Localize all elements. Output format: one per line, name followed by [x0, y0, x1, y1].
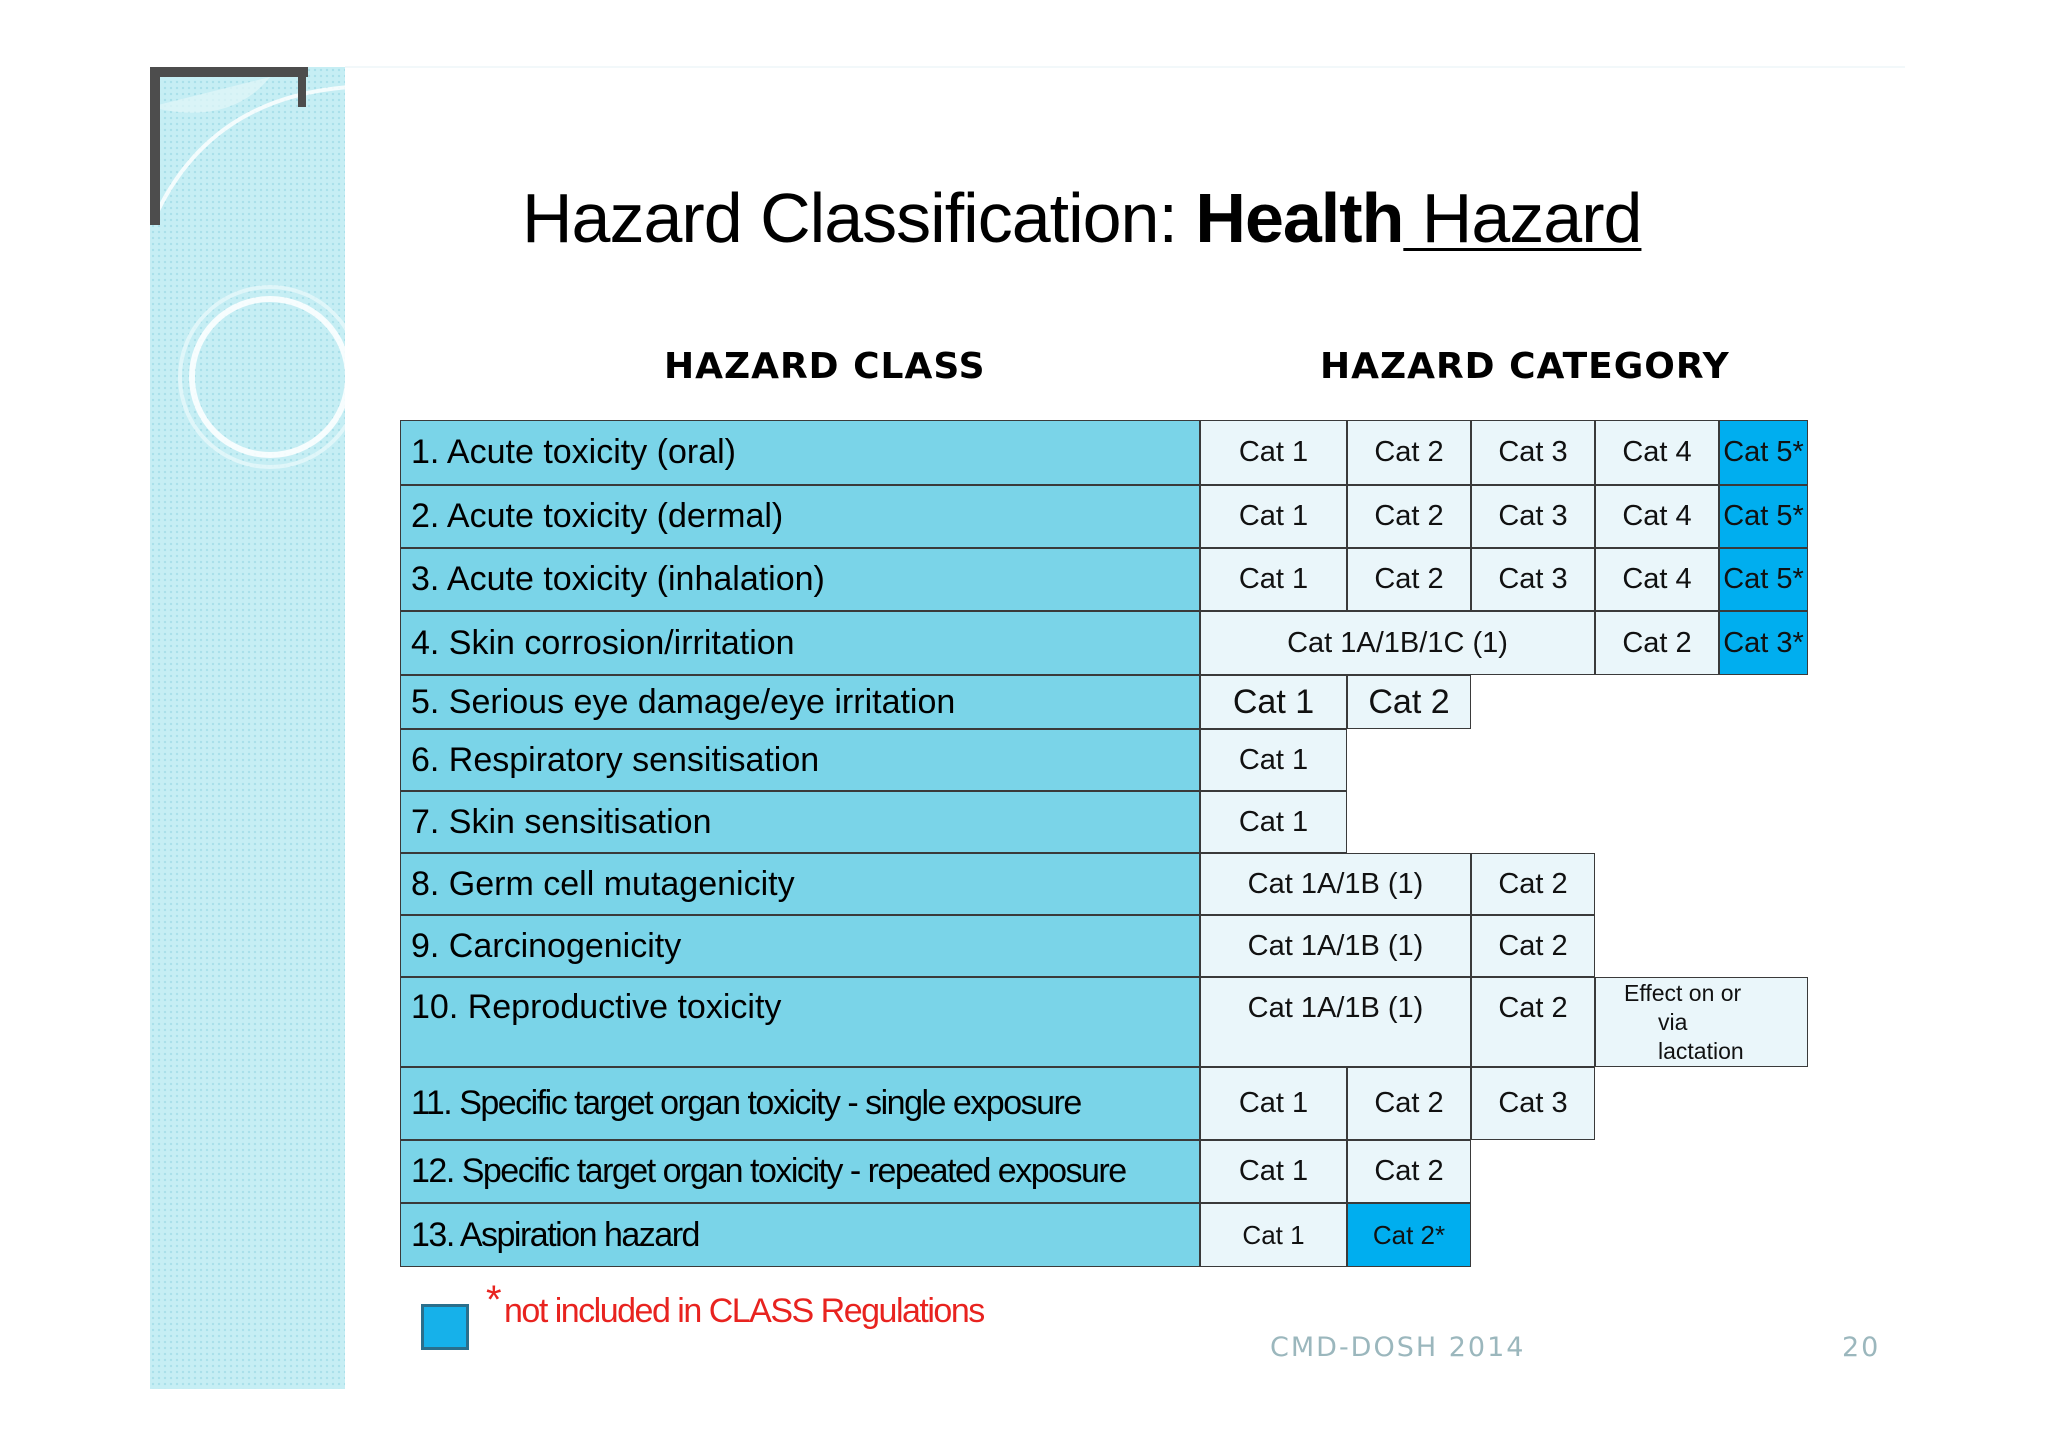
lactation-cell — [1595, 977, 1808, 1067]
category-cell: Cat 4 — [1595, 548, 1719, 611]
title-regular: Hazard Classification: — [522, 179, 1196, 257]
category-cell: Cat 3 — [1471, 1067, 1595, 1140]
class-cell: 11. Specific target organ toxicity - single exposure — [400, 1067, 1200, 1140]
category-cell: Cat 1 — [1200, 548, 1347, 611]
circle-decoration — [150, 67, 345, 487]
page-title — [522, 178, 1641, 258]
category-cell-highlight: Cat 5* — [1719, 548, 1808, 611]
category-cell: Cat 2 — [1347, 675, 1471, 729]
category-cell-highlight: Cat 2* — [1347, 1203, 1471, 1267]
category-cell: Cat 2 — [1347, 485, 1471, 548]
corner-bracket-tick — [298, 77, 306, 107]
category-cell: Cat 1A/1B (1) — [1200, 915, 1471, 977]
category-cell-highlight: Cat 5* — [1719, 420, 1808, 485]
category-cell: Cat 1 — [1200, 485, 1347, 548]
class-cell: 8. Germ cell mutagenicity — [400, 853, 1200, 915]
hazard-category-header: HAZARD CATEGORY — [1320, 346, 1730, 387]
page-number: 20 — [1842, 1332, 1881, 1363]
hazard-class-header: HAZARD CLASS — [664, 346, 986, 387]
category-cell: Cat 2 — [1347, 1067, 1471, 1140]
category-cell-highlight: Cat 3* — [1719, 611, 1808, 675]
legend-text: not included in CLASS Regulations — [504, 1292, 984, 1330]
class-cell: 10. Reproductive toxicity — [400, 977, 1200, 1067]
category-cell: Cat 1 — [1200, 729, 1347, 791]
category-cell: Cat 2 — [1347, 420, 1471, 485]
class-cell: 6. Respiratory sensitisation — [400, 729, 1200, 791]
category-cell: Cat 3 — [1471, 548, 1595, 611]
legend-swatch — [421, 1304, 469, 1350]
class-cell: 7. Skin sensitisation — [400, 791, 1200, 853]
lactation-line: via — [1658, 1008, 1688, 1035]
category-cell: Cat 3 — [1471, 485, 1595, 548]
category-cell: Cat 1A/1B/1C (1) — [1200, 611, 1595, 675]
corner-bracket — [150, 67, 308, 77]
category-cell: Cat 1 — [1200, 1140, 1347, 1203]
category-cell: Cat 2 — [1347, 1140, 1471, 1203]
footer-source: CMD-DOSH 2014 — [1270, 1332, 1526, 1363]
category-cell: Cat 1 — [1200, 1067, 1347, 1140]
corner-bracket-vertical — [150, 67, 160, 225]
category-cell: Cat 1 — [1200, 675, 1347, 729]
lactation-line: Effect on or — [1624, 979, 1742, 1006]
title-underlined: Hazard — [1403, 179, 1642, 257]
category-cell: Cat 1 — [1200, 1203, 1347, 1267]
category-cell: Cat 1 — [1200, 791, 1347, 853]
class-cell: 12. Specific target organ toxicity - repeated exposure — [400, 1140, 1200, 1203]
category-cell: Cat 4 — [1595, 485, 1719, 548]
category-cell: Cat 3 — [1471, 420, 1595, 485]
class-cell: 3. Acute toxicity (inhalation) — [400, 548, 1200, 611]
category-cell: Cat 1A/1B (1) — [1200, 853, 1471, 915]
category-cell: Cat 2 — [1595, 611, 1719, 675]
class-cell: 2. Acute toxicity (dermal) — [400, 485, 1200, 548]
class-cell: 13. Aspiration hazard — [400, 1203, 1200, 1267]
class-cell: 1. Acute toxicity (oral) — [400, 420, 1200, 485]
category-cell: Cat 1A/1B (1) — [1200, 977, 1471, 1067]
category-cell: Cat 1 — [1200, 420, 1347, 485]
category-cell: Cat 2 — [1471, 853, 1595, 915]
category-cell-highlight: Cat 5* — [1719, 485, 1808, 548]
lactation-line: lactation — [1658, 1037, 1744, 1064]
class-cell: 5. Serious eye damage/eye irritation — [400, 675, 1200, 729]
legend-asterisk: * — [486, 1278, 502, 1322]
class-cell: 9. Carcinogenicity — [400, 915, 1200, 977]
category-cell: Cat 2 — [1471, 977, 1595, 1067]
category-cell: Cat 2 — [1347, 548, 1471, 611]
category-cell: Cat 4 — [1595, 420, 1719, 485]
class-cell: 4. Skin corrosion/irritation — [400, 611, 1200, 675]
category-cell: Cat 2 — [1471, 915, 1595, 977]
title-bold: Health — [1195, 179, 1404, 257]
top-rule — [345, 66, 1905, 68]
